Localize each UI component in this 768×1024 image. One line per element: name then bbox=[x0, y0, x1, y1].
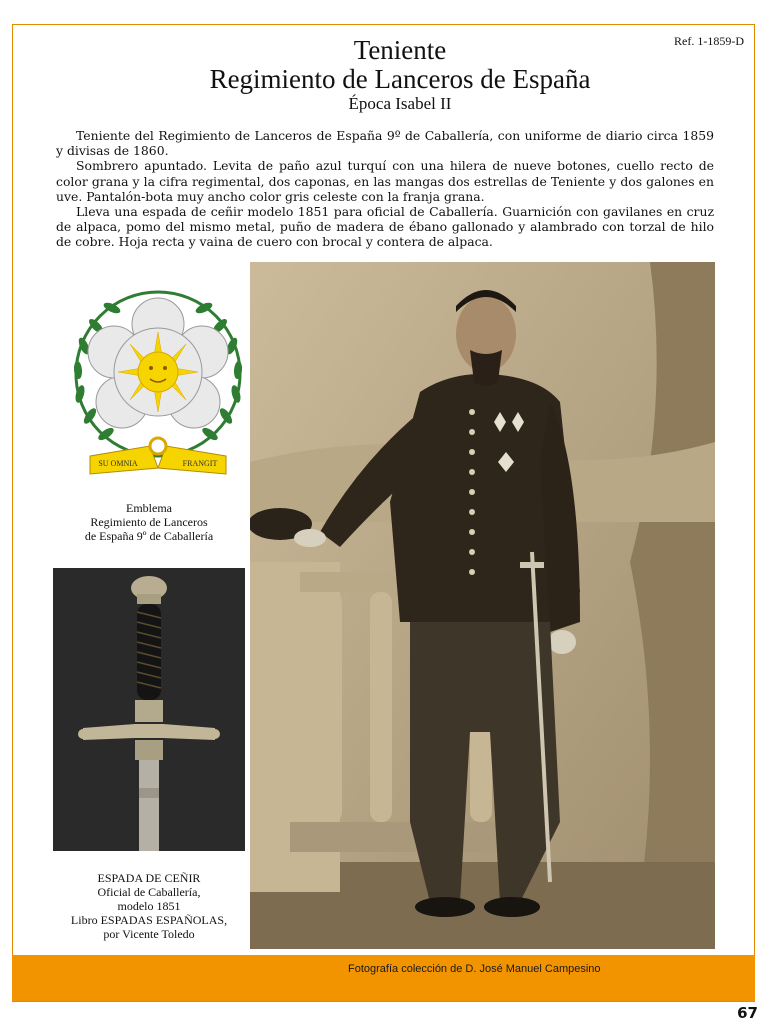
description-text bbox=[56, 128, 714, 250]
sword-caption-line: por Vicente Toledo bbox=[103, 927, 195, 941]
sword-icon bbox=[53, 568, 245, 851]
officer-portrait-icon bbox=[250, 262, 715, 949]
emblem-caption-line: Emblema bbox=[126, 501, 172, 515]
footer-bar bbox=[12, 955, 755, 1001]
emblem-caption-line: de España 9º de Caballería bbox=[84, 529, 214, 543]
page-number: 67 bbox=[737, 1004, 758, 1022]
sword-photo bbox=[53, 568, 245, 851]
title-block bbox=[140, 36, 660, 114]
reference-code: Ref. 1-1859-D bbox=[674, 34, 744, 48]
sword-caption-line: Oficial de Caballería, bbox=[97, 885, 201, 899]
portrait-photo bbox=[250, 262, 715, 949]
sword-caption-line: modelo 1851 bbox=[117, 899, 181, 913]
regiment-emblem bbox=[66, 286, 250, 486]
photo-credit: Fotografía colección de D. José Manuel Campesino bbox=[348, 963, 601, 975]
title-regiment: Regimiento de Lanceros de España bbox=[209, 64, 591, 94]
ribbon-text-right: FRANGIT bbox=[182, 459, 218, 468]
ribbon-text-left: SU OMNIA bbox=[98, 459, 138, 468]
sword-caption bbox=[56, 871, 242, 941]
emblem-caption bbox=[56, 501, 242, 543]
title-rank: Teniente bbox=[353, 35, 447, 65]
sword-caption-line: Libro ESPADAS ESPAÑOLAS, bbox=[70, 913, 228, 927]
sword-caption-line: ESPADA DE CEÑIR bbox=[97, 871, 201, 885]
paragraph-details: Sombrero apuntado. Levita de paño azul turquí con una hilera de nueve botones, cuello recto de color grana y la cifra regimental, dos caponas, en las mangas dos estrellas de Teniente y dos galones en uve. Pantalón-bota muy ancho color gris celeste con la franja grana. bbox=[56, 158, 714, 204]
sun-icon bbox=[118, 332, 198, 412]
paragraph-uniform: Teniente del Regimiento de Lanceros de España 9º de Caballería, con uniforme de diario circa 1859 y divisas de 1860. bbox=[56, 128, 714, 159]
paragraph-sword: Lleva una espada de ceñir modelo 1851 para oficial de Caballería. Guarnición con gavilanes en cruz de alpaca, pomo del mismo metal, puño de madera de ébano gallonado y alambrado con torzal de hilo de cobre. Hoja recta y vaina de cuero con brocal y contera de alpaca. bbox=[56, 204, 714, 250]
emblem-caption-line: Regimiento de Lanceros bbox=[90, 515, 208, 529]
title-epoch: Época Isabel II bbox=[348, 94, 452, 113]
